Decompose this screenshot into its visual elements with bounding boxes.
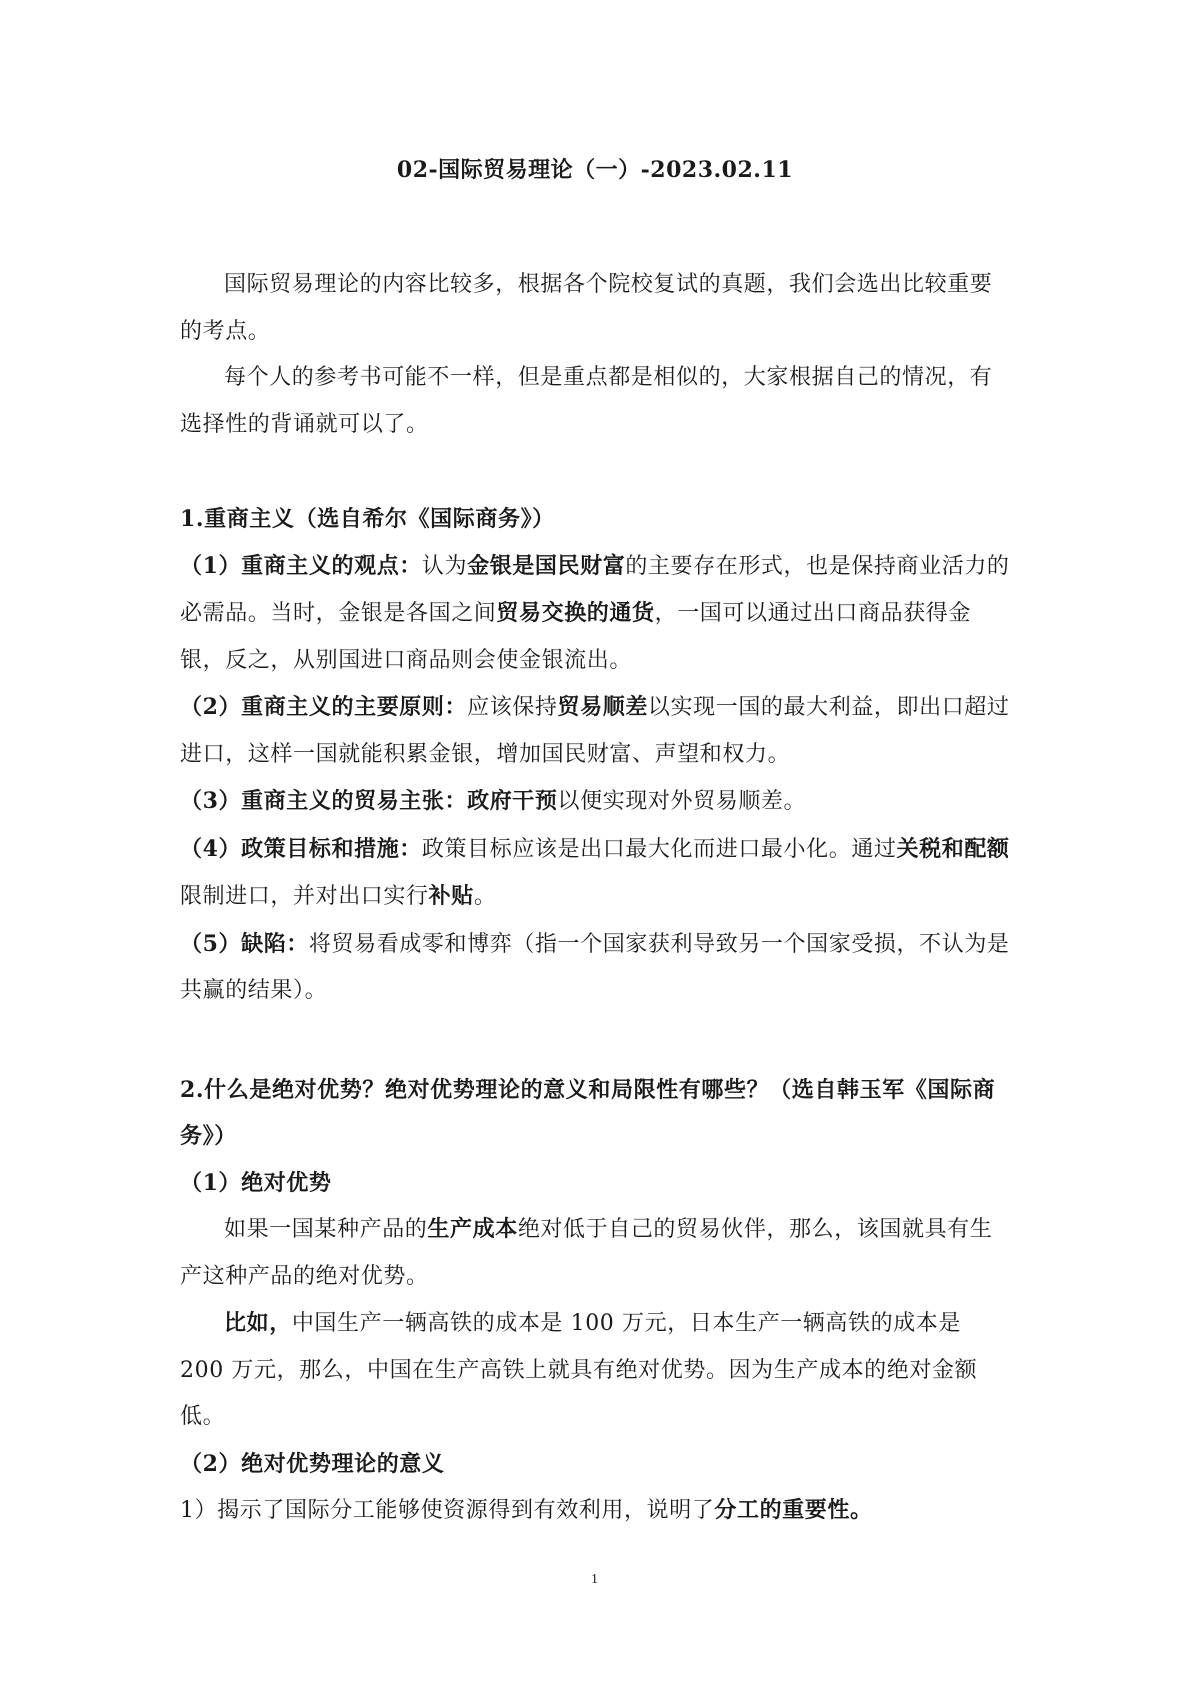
- intro-paragraph-2: 每个人的参考书可能不一样，但是重点都是相似的，大家根据自己的情况，有选择性的背诵就可以了。: [180, 365, 993, 437]
- point-label: （3）重商主义的贸易主张：: [180, 788, 468, 814]
- text: 的主要存在形式，也是保持商业活力的必需品。当时，金银是各国之间: [180, 553, 1010, 626]
- section-2-subheading-1: （1）绝对优势: [180, 1169, 332, 1196]
- text: 1）揭示了国际分工能够使资源得到有效利用，说明了: [180, 1498, 715, 1523]
- bold-text: 补贴: [428, 883, 474, 909]
- text: 以便实现对外贸易顺差。: [557, 789, 807, 814]
- bold-text: 贸易交换的通货: [496, 600, 655, 626]
- point-label: （4）政策目标和措施：: [180, 835, 422, 862]
- section-1-point-4: [180, 826, 1010, 921]
- text: 认为: [421, 553, 468, 579]
- text: 绝对低于自己的贸易伙伴，那么，该国就具有生产这种产品的绝对优势。: [180, 1217, 993, 1289]
- section-2-heading: 2.什么是绝对优势？绝对优势理论的意义和局限性有哪些？（选自韩玉军《国际商务》）: [180, 1076, 996, 1149]
- text: 。: [473, 884, 497, 909]
- page-title: 02-国际贸易理论（一）-2023.02.11: [396, 157, 794, 183]
- section-1-point-1: [180, 543, 1010, 685]
- section-1-point-5: [180, 921, 1010, 1015]
- intro-paragraph-1: 国际贸易理论的内容比较多，根据各个院校复试的真题，我们会选出比较重要的考点。: [180, 272, 993, 344]
- section-1-point-2: [180, 684, 1010, 778]
- bold-text: 生产成本: [427, 1216, 518, 1242]
- point-label: （5）缺陷：: [180, 930, 309, 957]
- page-number: 1: [591, 1572, 598, 1587]
- absolute-advantage-definition: [180, 1206, 1010, 1300]
- text: 如果一国某种产品的: [224, 1217, 428, 1242]
- document-body: [180, 150, 1010, 1535]
- bold-text: 金银是国民财富: [467, 552, 626, 579]
- section-2-subheading-2: （2）绝对优势理论的意义: [180, 1450, 445, 1477]
- point-label: （2）重商主义的主要原则：: [180, 694, 468, 720]
- text: 应该保持: [467, 695, 558, 720]
- bold-text: 贸易顺差: [557, 694, 648, 720]
- significance-point-1: [180, 1487, 1010, 1535]
- bold-text: 分工的重要性。: [714, 1497, 873, 1523]
- text: ，一国可以通过出口商品获得金银，反之，从别国进口商品则会使金银流出。: [180, 601, 972, 673]
- bold-text: 比如，: [224, 1310, 292, 1336]
- text: 以实现一国的最大利益，即出口超过进口，这样一国就能积累金银，增加国民财富、声望和权力。: [180, 695, 1010, 767]
- absolute-advantage-example: [180, 1300, 1010, 1441]
- section-1-point-3: [180, 778, 1010, 826]
- text: 限制进口，并对出口实行: [180, 884, 429, 909]
- section-1-heading: 1.重商主义（选自希尔《国际商务》）: [180, 506, 555, 532]
- point-label: （1）重商主义的观点：: [180, 552, 422, 579]
- text: 将贸易看成零和博弈（指一个国家获利导致另一个国家受损，不认为是共赢的结果）。: [180, 931, 1010, 1003]
- bold-text: 关税和配额: [896, 835, 1010, 862]
- bold-text: 政府干预: [467, 788, 558, 814]
- text: 政策目标应该是出口最大化而进口最小化。通过: [421, 836, 897, 862]
- text: 中国生产一辆高铁的成本是 100 万元，日本生产一辆高铁的成本是 200 万元，那么，中国在生产高铁上就具有绝对优势。因为生产成本的绝对金额低。: [180, 1311, 978, 1429]
